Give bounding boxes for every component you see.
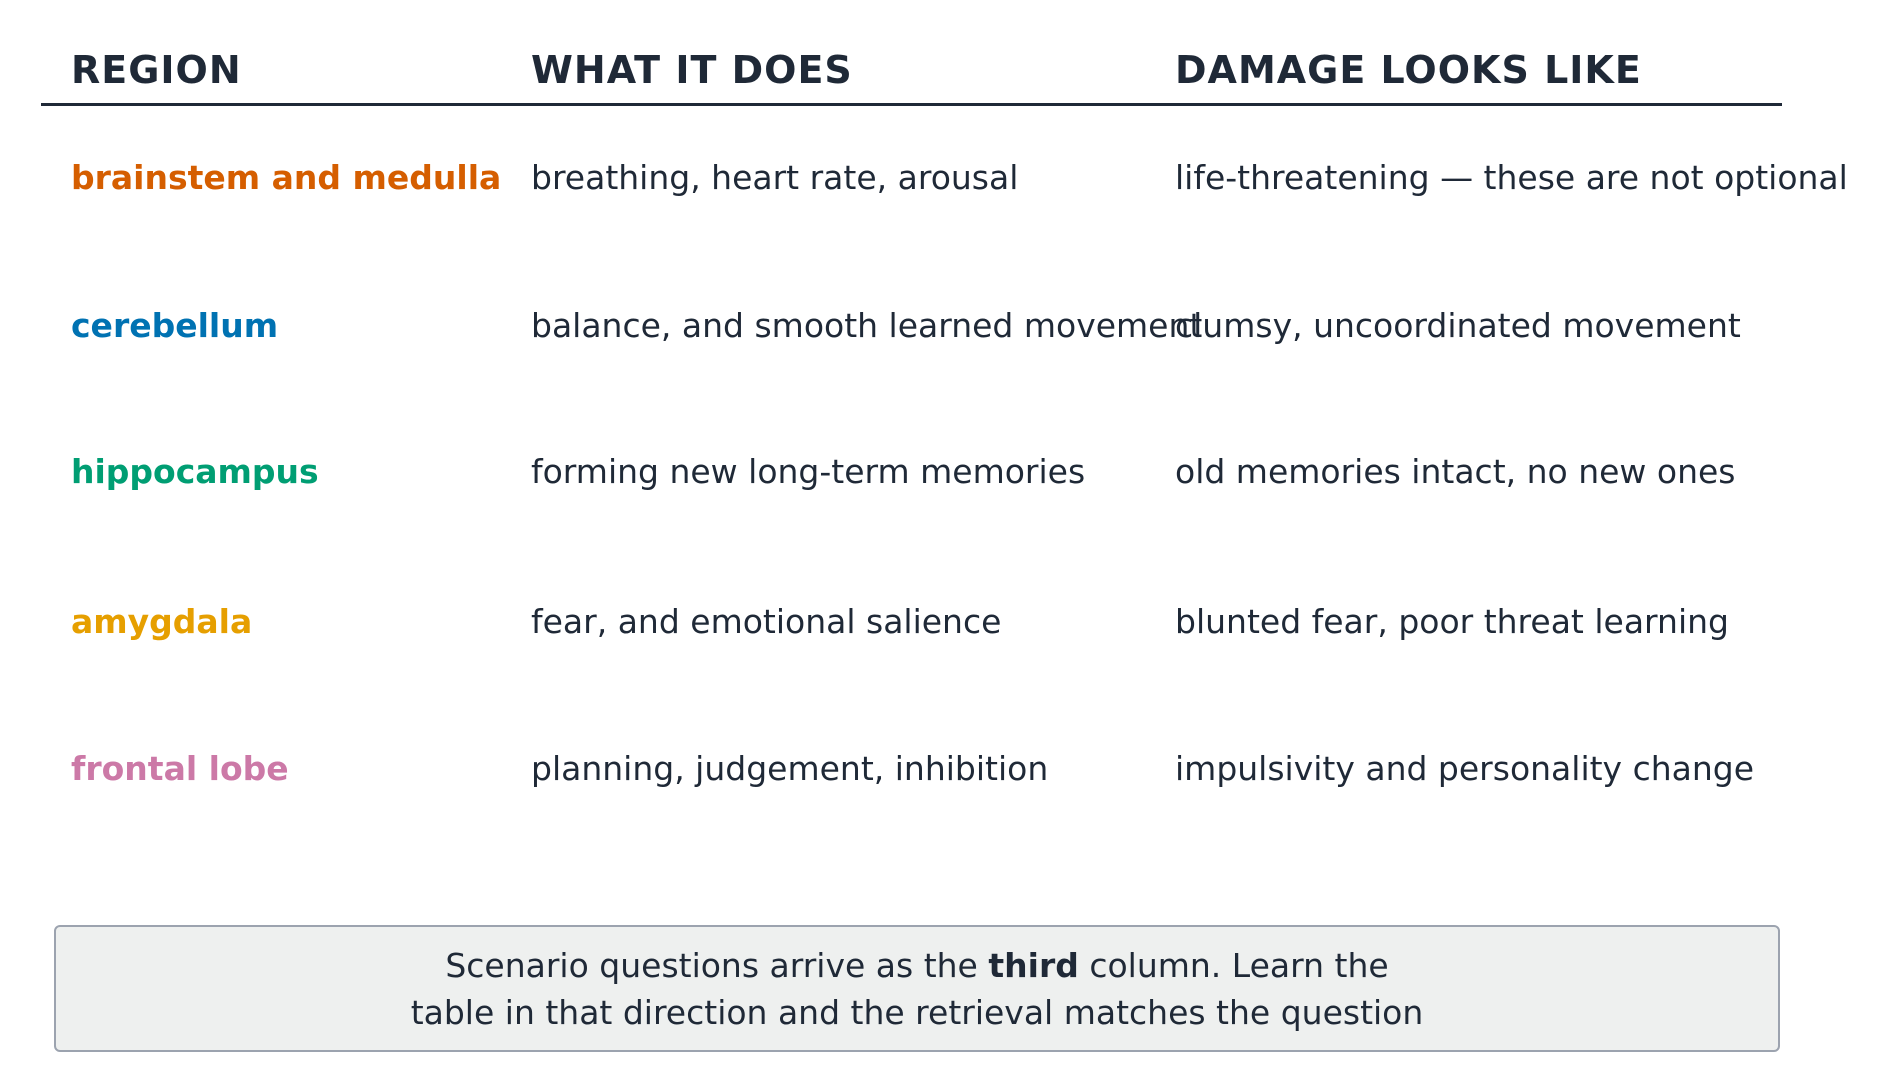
table-header [0, 48, 1886, 92]
table-row [0, 158, 1886, 206]
callout-line-1 [56, 942, 1778, 989]
region-function: forming new long-term memories [531, 452, 1086, 491]
region-function: fear, and emotional salience [531, 602, 1002, 641]
callout-line-2: table in that direction and the retrieval matches the question [410, 993, 1424, 1032]
callout-bold-word: third [988, 946, 1079, 985]
table-row [0, 602, 1886, 650]
table-row [0, 452, 1886, 500]
header-rule [41, 103, 1782, 106]
header-what-it-does: WHAT IT DOES [531, 48, 853, 92]
region-damage: old memories intact, no new ones [1175, 452, 1736, 491]
region-name: hippocampus [71, 452, 319, 491]
region-damage: blunted fear, poor threat learning [1175, 602, 1729, 641]
region-name: brainstem and medulla [71, 158, 502, 197]
callout-text-after: column. Learn the [1078, 946, 1389, 985]
region-function: planning, judgement, inhibition [531, 749, 1049, 788]
tip-callout [54, 925, 1780, 1052]
region-damage: clumsy, uncoordinated movement [1175, 306, 1741, 345]
region-name: amygdala [71, 602, 253, 641]
header-region: REGION [71, 48, 242, 92]
region-function: breathing, heart rate, arousal [531, 158, 1019, 197]
region-damage: impulsivity and personality change [1175, 749, 1755, 788]
region-name: frontal lobe [71, 749, 289, 788]
table-row [0, 749, 1886, 797]
table-row [0, 306, 1886, 354]
header-damage-looks-like: DAMAGE LOOKS LIKE [1175, 48, 1642, 92]
callout-text-before: Scenario questions arrive as the [445, 946, 989, 985]
region-damage: life-threatening — these are not optional [1175, 158, 1848, 197]
region-function: balance, and smooth learned movement [531, 306, 1203, 345]
region-name: cerebellum [71, 306, 279, 345]
